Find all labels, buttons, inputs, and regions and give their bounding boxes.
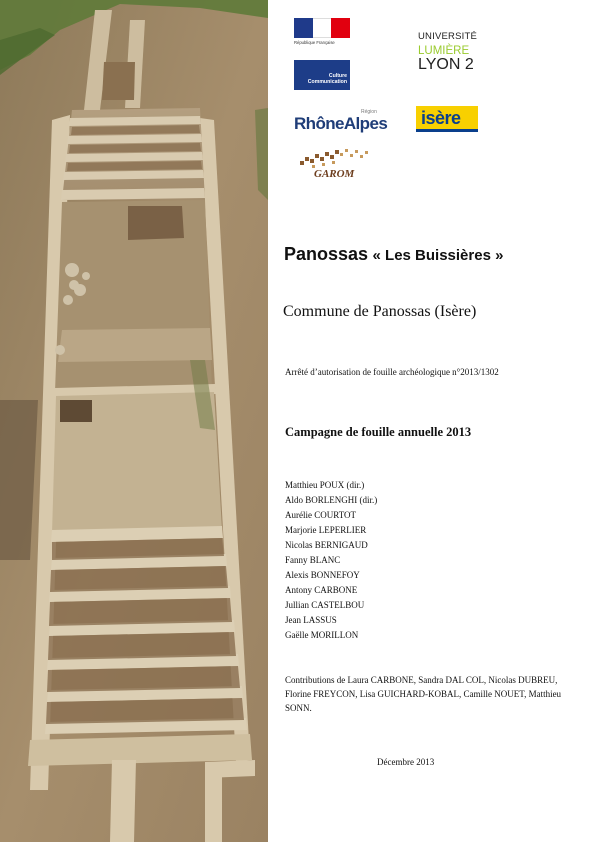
author-item: Gaëlle MORILLON: [285, 630, 359, 640]
author-item: Marjorie LEPERLIER: [285, 525, 367, 535]
republique-francaise-logo: [294, 18, 350, 54]
region-label: Région: [361, 109, 377, 115]
arrete-reference: Arrêté d’autorisation de fouille archéologique n°2013/1302: [285, 367, 499, 377]
universite-lyon2-logo: [418, 31, 488, 73]
author-item: Matthieu POUX (dir.): [285, 480, 365, 490]
universite-line3: LYON 2: [418, 56, 474, 73]
report-date: Décembre 2013: [377, 757, 435, 767]
excavation-illustration: [0, 0, 268, 842]
isere-underline: [416, 129, 478, 132]
culture-communication-label: Culture Communication: [307, 73, 347, 85]
french-flag-icon: [294, 18, 350, 38]
report-title: [284, 244, 503, 265]
universite-line1: UNIVERSITÉ: [418, 31, 478, 42]
locality-name: « Les Buissières »: [372, 247, 504, 264]
garom-label: GAROM: [314, 168, 355, 180]
authors-list: [285, 478, 377, 643]
author-item: Jean LASSUS: [285, 615, 337, 625]
rhonealpes-logo: [294, 108, 398, 138]
excavation-photo: [0, 0, 268, 842]
author-item: Aurélie COURTOT: [285, 510, 357, 520]
contributions-paragraph: Contributions de Laura CARBONE, Sandra DAL COL, Nicolas DUBREU, Florine FREYCON, Lisa GUICHARD-KOBAL, Camille NOUET, Matthieu SONN.: [285, 675, 562, 713]
universite-line2: LUMIÈRE: [418, 45, 470, 57]
isere-label: isère: [421, 108, 461, 128]
author-item: Antony CARBONE: [285, 585, 358, 595]
garom-logo: [298, 147, 376, 185]
commune-subtitle: Commune de Panossas (Isère): [283, 303, 477, 320]
campaign-heading: Campagne de fouille annuelle 2013: [285, 425, 472, 439]
republique-francaise-caption: République Française: [294, 40, 335, 45]
rhonealpes-label: RhôneAlpes: [294, 114, 388, 133]
author-item: Aldo BORLENGHI (dir.): [285, 495, 378, 505]
site-name: Panossas: [284, 244, 369, 264]
author-item: Jullian CASTELBOU: [285, 600, 365, 610]
isere-logo: [416, 106, 478, 132]
author-item: Alexis BONNEFOY: [285, 570, 360, 580]
culture-communication-logo: [294, 60, 350, 90]
author-item: Nicolas BERNIGAUD: [285, 540, 368, 550]
author-item: Fanny BLANC: [285, 555, 341, 565]
